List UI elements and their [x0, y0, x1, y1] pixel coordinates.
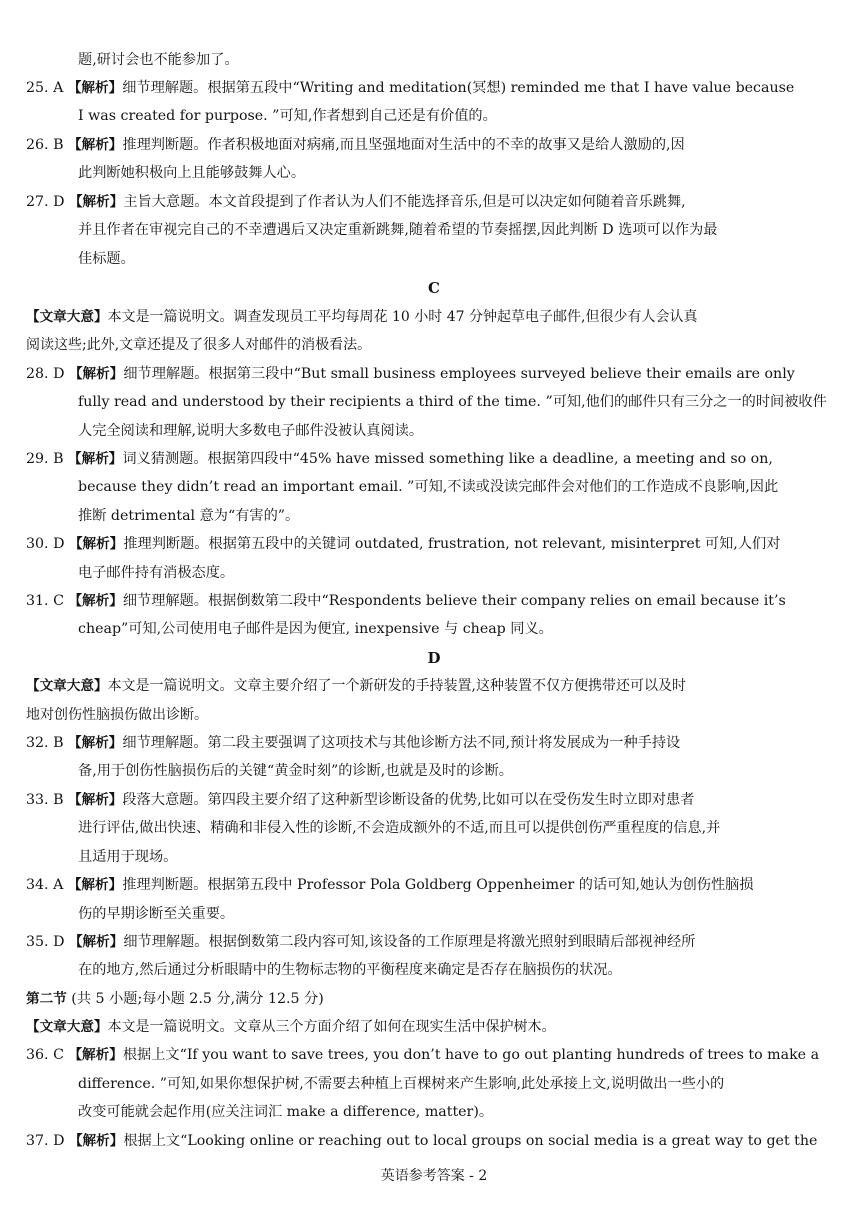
- analysis-tag: 【解析】: [67, 877, 123, 893]
- section-heading-c: C: [428, 279, 440, 297]
- question-number: 37. D: [26, 1133, 65, 1149]
- answer-25-line: [26, 74, 868, 102]
- text-line: I was created for purpose. ”可知,作者想到自己还是有价值的。: [78, 108, 497, 124]
- answer-35-line: [26, 928, 868, 956]
- answer-text: 词义猜测题。根据第四段中“45% have missed something like a deadline, a meeting and so on,: [122, 451, 773, 467]
- answer-33-line: [26, 786, 868, 814]
- summary-tag: 【文章大意】: [26, 309, 108, 325]
- text-line: 在的地方,然后通过分析眼睛中的生物标志物的平衡程度来确定是否存在脑损伤的状况。: [78, 962, 622, 978]
- answer-text: 主旨大意题。本文首段提到了作者认为人们不能选择音乐,但是可以决定如何随着音乐跳舞,: [123, 194, 686, 210]
- question-number: 30. D: [26, 536, 65, 552]
- answer-29-line: [26, 445, 868, 473]
- text-line: 地对创伤性脑损伤做出诊断。: [26, 707, 208, 723]
- summary-c-line: [26, 303, 868, 331]
- page-footer: 英语参考答案 - 2: [380, 1168, 488, 1184]
- text-line: 人完全阅读和理解,说明大多数电子邮件没被认真阅读。: [78, 423, 424, 439]
- analysis-tag: 【解析】: [68, 1047, 123, 1063]
- analysis-tag: 【解析】: [68, 137, 123, 153]
- text-line: fully read and understood by their recipients a third of the time. ”可知,他们的邮件只有三分之一的时间被收件: [78, 394, 827, 410]
- summary-text: 本文是一篇说明文。调查发现员工平均每周花 10 小时 47 分钟起草电子邮件,但很少有人会认真: [107, 309, 698, 325]
- summary-text: 本文是一篇说明文。文章主要介绍了一个新研发的手持装置,这种装置不仅方便携带还可以及时: [107, 678, 687, 694]
- text-line: 电子邮件持有消极态度。: [78, 565, 235, 581]
- analysis-tag: 【解析】: [68, 536, 124, 552]
- analysis-tag: 【解析】: [68, 934, 124, 950]
- answer-text: 细节理解题。根据第三段中“But small business employees surveyed believe their emails are only: [123, 366, 795, 382]
- text-line: 进行评估,做出快速、精确和非侵入性的诊断,不会造成额外的不适,而且可以提供创伤严重程度的信息,并: [78, 820, 721, 836]
- section-2-heading: [26, 985, 868, 1013]
- analysis-tag: 【解析】: [68, 451, 123, 467]
- answer-36-line: [26, 1041, 868, 1069]
- answer-text: 根据上文“Looking online or reaching out to local groups on social media is a great way to get the: [123, 1133, 818, 1149]
- summary-text: 本文是一篇说明文。文章从三个方面介绍了如何在现实生活中保护树木。: [107, 1019, 556, 1035]
- section-note: (共 5 小题;每小题 2.5 分,满分 12.5 分): [71, 991, 324, 1007]
- text-line: cheap”可知,公司使用电子邮件是因为便宜, inexpensive 与 cheap 同义。: [78, 621, 553, 637]
- question-number: 33. B: [26, 792, 64, 808]
- text-line: 阅读这些;此外,文章还提及了很多人对邮件的消极看法。: [26, 337, 372, 353]
- analysis-tag: 【解析】: [68, 593, 123, 609]
- text-line: because they didn’t read an important email. ”可知,不读或没读完邮件会对他们的工作造成不良影响,因此: [78, 479, 779, 495]
- answer-37-line: [26, 1127, 868, 1155]
- text-line: 改变可能就会起作用(应关注词汇 make a difference, matter)。: [78, 1104, 494, 1120]
- question-number: 31. C: [26, 593, 64, 609]
- answer-34-line: [26, 871, 868, 899]
- analysis-tag: 【解析】: [68, 735, 123, 751]
- analysis-tag: 【解析】: [68, 366, 124, 382]
- question-number: 29. B: [26, 451, 64, 467]
- section-heading-d: D: [427, 649, 441, 667]
- answer-31-line: [26, 587, 868, 615]
- answer-text: 推理判断题。根据第五段中的关键词 outdated, frustration, not relevant, misinterpret 可知,人们对: [123, 536, 781, 552]
- text-line: 且适用于现场。: [78, 849, 178, 865]
- analysis-tag: 【解析】: [68, 792, 123, 808]
- text-line: 伤的早期诊断至关重要。: [78, 906, 235, 922]
- answer-27-line: [26, 188, 868, 216]
- text-line: 推断 detrimental 意为“有害的”。: [78, 508, 300, 524]
- question-number: 28. D: [26, 366, 65, 382]
- summary-tag: 【文章大意】: [26, 1019, 108, 1035]
- question-number: 26. B: [26, 137, 64, 153]
- analysis-tag: 【解析】: [68, 1133, 124, 1149]
- text-line: 此判断她积极向上且能够鼓舞人心。: [78, 165, 306, 181]
- text-line: 并且作者在审视完自己的不幸遭遇后又决定重新跳舞,随着希望的节奏摇摆,因此判断 D 选项可以作为最: [78, 222, 718, 238]
- text-line: 题,研讨会也不能参加了。: [78, 52, 239, 68]
- question-number: 36. C: [26, 1047, 64, 1063]
- answer-text: 细节理解题。根据第五段中“Writing and meditation(冥想) reminded me that I have value because: [122, 80, 795, 96]
- summary-tag: 【文章大意】: [26, 678, 108, 694]
- answer-28-line: [26, 360, 868, 388]
- question-number: 32. B: [26, 735, 64, 751]
- answer-30-line: [26, 530, 868, 558]
- question-number: 34. A: [26, 877, 64, 893]
- answer-text: 推理判断题。根据第五段中 Professor Pola Goldberg Oppenheimer 的话可知,她认为创伤性脑损: [122, 877, 754, 893]
- question-number: 35. D: [26, 934, 65, 950]
- answer-32-line: [26, 729, 868, 757]
- question-number: 25. A: [26, 80, 64, 96]
- text-line: 备,用于创伤性脑损伤后的关键“黄金时刻”的诊断,也就是及时的诊断。: [78, 763, 513, 779]
- answer-26-line: [26, 131, 868, 159]
- answer-text: 推理判断题。作者积极地面对病痛,而且坚强地面对生活中的不幸的故事又是给人激励的,因: [122, 137, 685, 153]
- summary-2-line: [26, 1013, 868, 1041]
- question-number: 27. D: [26, 194, 65, 210]
- answer-text: 细节理解题。根据倒数第二段中“Respondents believe their company relies on email because it’s: [122, 593, 786, 609]
- analysis-tag: 【解析】: [68, 194, 124, 210]
- text-line: difference. ”可知,如果你想保护树,不需要去种植上百棵树来产生影响,此处承接上文,说明做出一些小的: [78, 1076, 725, 1092]
- answer-text: 根据上文“If you want to save trees, you don’t have to go out planting hundreds of trees to make a: [122, 1047, 820, 1063]
- text-line: 佳标题。: [78, 251, 135, 267]
- summary-d-line: [26, 672, 868, 700]
- analysis-tag: 【解析】: [67, 80, 123, 96]
- answer-text: 段落大意题。第四段主要介绍了这种新型诊断设备的优势,比如可以在受伤发生时立即对患者: [122, 792, 695, 808]
- section-title: 第二节: [26, 991, 67, 1007]
- answer-text: 细节理解题。第二段主要强调了这项技术与其他诊断方法不同,预计将发展成为一种手持设: [122, 735, 681, 751]
- answer-text: 细节理解题。根据倒数第二段内容可知,该设备的工作原理是将激光照射到眼睛后部视神经所: [123, 934, 696, 950]
